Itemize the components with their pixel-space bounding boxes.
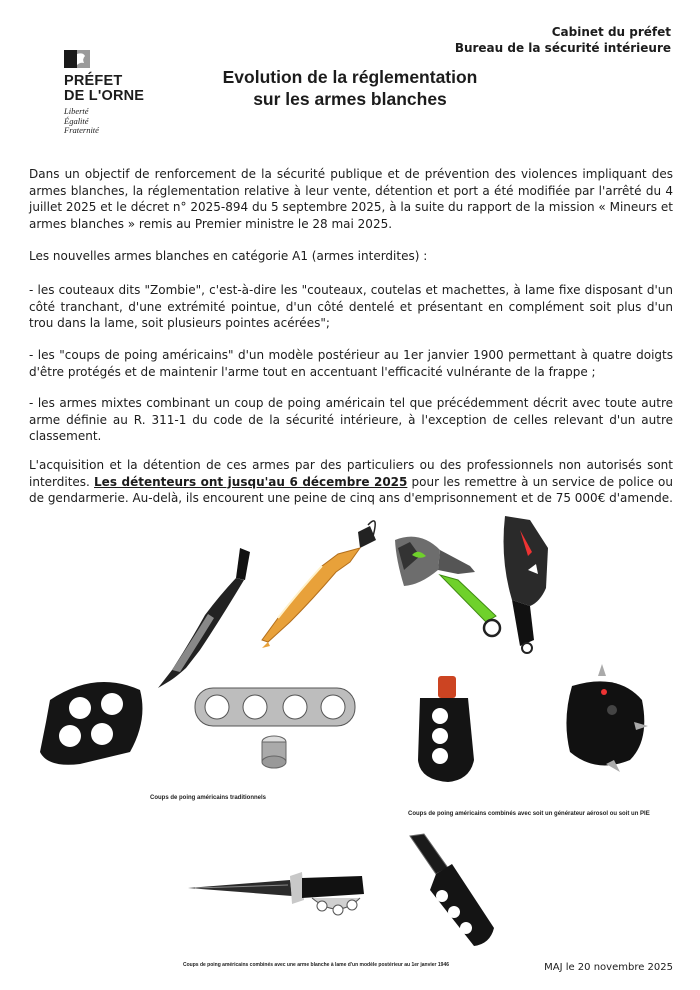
- update-date: MAJ le 20 novembre 2025: [544, 962, 673, 973]
- closing-start: L'acquisition et la détention de ces armes par des particuliers ou des professionnels non autorisés sont interdites.: [29, 458, 673, 489]
- bureau-name: Bureau de la sécurité intérieure: [454, 41, 671, 55]
- motto-liberte: Liberté: [64, 106, 89, 116]
- caption-combined-blade: Coups de poing américains combinés avec une arme blanche à lame d'un modèle postérieur au 1er janvier 1946: [183, 962, 450, 968]
- intro-paragraph: Dans un objectif de renforcement de la sécurité publique et de prévention des violences impliquant des armes blanches, la réglementation relative à leur vente, détention et port a été modifiée par l'arrêté du 4 juillet 2025 et le décret n° 2025-894 du 5 septembre 2025, à la suite du rapport de la mission « Mineurs et armes blanches » remis au Premier ministre le 28 mai 2025.: [29, 167, 673, 231]
- aerosol-knuckles-image: [418, 676, 474, 782]
- zombie-knife-orange-image: [262, 521, 376, 648]
- logo-line1: PRÉFET: [64, 73, 123, 89]
- brass-knuckles-black-image: [40, 682, 142, 765]
- taser-knuckles-image: [566, 664, 648, 772]
- knuckle-dagger-image: [188, 872, 364, 915]
- zombie-machete-black-image: [158, 548, 250, 688]
- logo-line2: DE L'ORNE: [64, 88, 145, 104]
- brass-knuckles-chrome-image: [195, 688, 355, 768]
- closing-end: pour les remettre à un service de police ou de gendarmerie. Au-delà, ils encourent une peine de cinq ans d'emprisonnement et de 75 000€ d'amende.: [29, 474, 673, 505]
- office-name: Cabinet du préfet: [551, 25, 671, 39]
- list-item-brass-knuckles: - les "coups de poing américains" d'un modèle postérieur au 1er janvier 1900 permettant à quatre doigts d'être protégés et de maintenir l'arme tout en accentuant l'efficacité vulnérante de la frappe ;: [29, 348, 673, 379]
- otf-knuckle-knife-image: [410, 834, 494, 946]
- list-heading: Les nouvelles armes blanches en catégorie A1 (armes interdites) :: [29, 249, 428, 263]
- motto-fraternite: Fraternité: [64, 125, 99, 135]
- caption-traditional: Coups de poing américains traditionnels: [150, 795, 267, 801]
- list-item-mixed-weapons: - les armes mixtes combinant un coup de poing américain tel que précédemment décrit avec toute autre arme définie au R. 311-1 du code de la sécurité intérieure, à l'exception de celles relevant d'un autre classement.: [29, 396, 673, 443]
- deadline-highlight: Les détenteurs ont jusqu'au 6 décembre 2025: [94, 474, 408, 489]
- motto-egalite: Égalité: [64, 115, 89, 126]
- caption-combined-aerosol: Coups de poing américains combinés avec soit un générateur aérosol ou soit un PIE: [408, 811, 650, 817]
- shark-machete-image: [504, 516, 548, 653]
- zombie-axe-green-image: [395, 537, 500, 636]
- title-line1: Evolution de la réglementation: [222, 67, 478, 87]
- title-line2: sur les armes blanches: [253, 89, 447, 109]
- list-item-zombie: - les couteaux dits "Zombie", c'est-à-dire les "couteaux, coutelas et machettes, à lame fixe disposant d'un côté tranchant, d'une extrémité pointue, d'un côté dentelé et présentant en complément soit plus d'un trou dans la lame, soit plusieurs pointes acérées";: [29, 283, 673, 330]
